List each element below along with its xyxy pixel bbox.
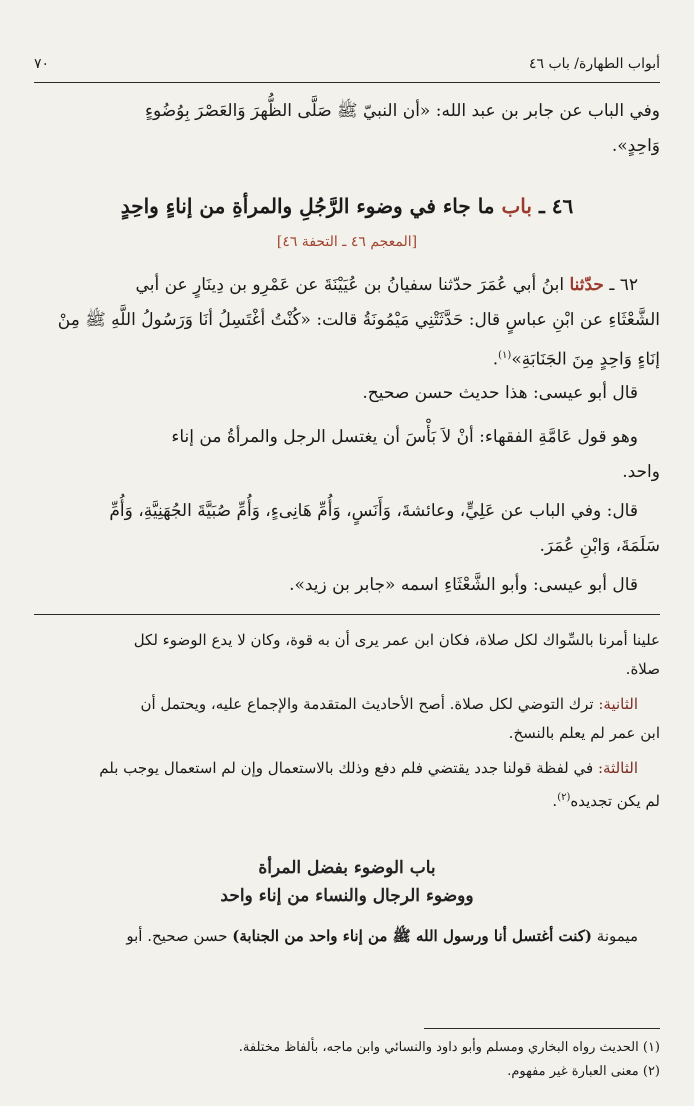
jurists-paragraph bbox=[34, 420, 660, 490]
verdict-paragraph: قال أبو عيسى: هذا حديث حسن صحيح. bbox=[362, 383, 638, 403]
second-line-2: ابن عمر لم يعلم بالنسخ. bbox=[508, 724, 660, 742]
jurists-line-1: وهو قول عَامَّةِ الفقهاء: أنْ لاَ بَأْسَ أن يغتسل الرجل والمرأةُ من إناء bbox=[171, 427, 638, 447]
last-line bbox=[34, 922, 660, 951]
chapter-heading bbox=[34, 194, 660, 218]
commentary-second bbox=[34, 690, 660, 748]
page-number: ٧٠ bbox=[34, 56, 50, 72]
chapter-keyword: باب bbox=[501, 194, 532, 218]
last-end: حسن صحيح. أبو bbox=[126, 927, 228, 945]
chapter-reference: [المعجم ٤٦ ـ التحفة ٤٦] bbox=[276, 234, 418, 250]
hadith-line-3-end: . bbox=[492, 349, 499, 370]
hadith-keyword: حدّثنا bbox=[569, 275, 604, 295]
footnote-2: (٢) معنى العبارة غير مفهوم. bbox=[507, 1064, 660, 1079]
commentary-line-2: صلاة. bbox=[625, 660, 660, 678]
commentary-last bbox=[34, 922, 660, 951]
commentary-first bbox=[34, 626, 660, 684]
running-title: أبواب الطهارة/ باب ٤٦ bbox=[529, 56, 660, 72]
hadith-line-2: الشَّعْثَاءِ عن ابْنِ عباسٍ قال: حَدَّثَتْنِي مَيْمُونَةُ قالت: «كُنْتُ أغْتَسِلُ أنَا وَرَسُولُ اللَّهِ ﷺ مِنْ bbox=[57, 310, 660, 330]
second-line-1 bbox=[34, 690, 660, 719]
third-text-1: في لفظة قولنا جدد يقتضي فلم دفع وذلك بالاستعمال وإن لم استعمال يوجب بلم bbox=[99, 759, 594, 777]
second-text-1: ترك التوضي لكل صلاة. أصح الأحاديث المتقدمة والإجماع عليه، ويحتمل أن bbox=[140, 695, 594, 713]
chapter-number: ٤٦ ـ bbox=[538, 194, 574, 218]
chapter-refs-line-2: سَلَمَةَ، وَابْنِ عُمَرَ. bbox=[539, 536, 660, 556]
commentary-subheading bbox=[34, 854, 660, 910]
hadith-line-1-text: ابنُ أبي عُمَرَ حدّثنا سفيانُ بن عُيَيْنَةَ عن عَمْرِو بن دِينَارٍ عن أبي bbox=[135, 275, 565, 295]
jurists-line-2: واحد. bbox=[622, 462, 660, 482]
subheading-line-1: باب الوضوء بفضل المرأة bbox=[258, 858, 436, 878]
hadith-line-3 bbox=[34, 338, 660, 378]
hadith-paragraph bbox=[34, 268, 660, 378]
third-text-2: لم يكن تجديده bbox=[570, 792, 660, 810]
header-rule bbox=[34, 82, 660, 83]
third-end: . bbox=[552, 792, 558, 810]
last-start: ميمونة bbox=[596, 927, 638, 945]
third-line-2 bbox=[34, 783, 660, 816]
last-quote: (كنت أغتسل أنا ورسول الله ﷺ من إناء واحد من الجنابة) bbox=[232, 927, 593, 945]
chapter-title: ما جاء في وضوء الرَّجُلِ والمرأةِ من إناءٍ واحِدٍ bbox=[120, 194, 495, 218]
top-line-2: وَاحِدٍ». bbox=[611, 136, 660, 156]
commentary-line-1: علينا أمرنا بالسِّواك لكل صلاة، فكان ابن عمر يرى أن به قوة، وكان لا يدع الوضوء لكل bbox=[133, 631, 660, 649]
footnote-ref-1: (١) bbox=[498, 350, 512, 361]
third-label: الثالثة: bbox=[597, 759, 638, 777]
second-label: الثانية: bbox=[598, 695, 638, 713]
hadith-number: ٦٢ ـ bbox=[609, 275, 638, 295]
top-paragraph bbox=[34, 94, 660, 164]
chapter-refs-paragraph bbox=[34, 494, 660, 564]
footnote-1: (١) الحديث رواه البخاري ومسلم وأبو داود والنسائي وابن ماجه، بألفاظ مختلفة. bbox=[238, 1040, 660, 1055]
hadith-line-3-text: إنَاءٍ وَاحِدٍ مِنَ الجَنَابَةِ» bbox=[511, 349, 660, 370]
chapter-refs-line-1: قال: وفي الباب عن عَلِيٍّ، وعائشةَ، وَأَنَسٍ، وَأُمِّ هَانِىءٍ، وَأُمِّ صُبَيَّةَ الجُهَنِيَّةِ، وَأُمِّ bbox=[109, 501, 638, 521]
abu-shatha-paragraph: قال أبو عيسى: وأبو الشَّعْثَاءِ اسمه «جابر بن زيد». bbox=[289, 575, 638, 595]
subheading-line-2: ووضوء الرجال والنساء من إناء واحد bbox=[220, 886, 474, 906]
running-header bbox=[34, 52, 660, 80]
third-line-1 bbox=[34, 754, 660, 783]
commentary-third bbox=[34, 754, 660, 816]
footnote-rule bbox=[424, 1028, 660, 1029]
footnote-ref-2: (٢) bbox=[557, 792, 571, 803]
top-line-1: وفي الباب عن جابر بن عبد الله: «أن النبيّ ﷺ صَلَّى الظُّهرَ وَالعَصْرَ بِوُضُوءٍ bbox=[144, 101, 660, 121]
text-commentary-rule bbox=[34, 614, 660, 615]
hadith-line-1 bbox=[34, 268, 660, 303]
footnotes bbox=[34, 1036, 660, 1084]
